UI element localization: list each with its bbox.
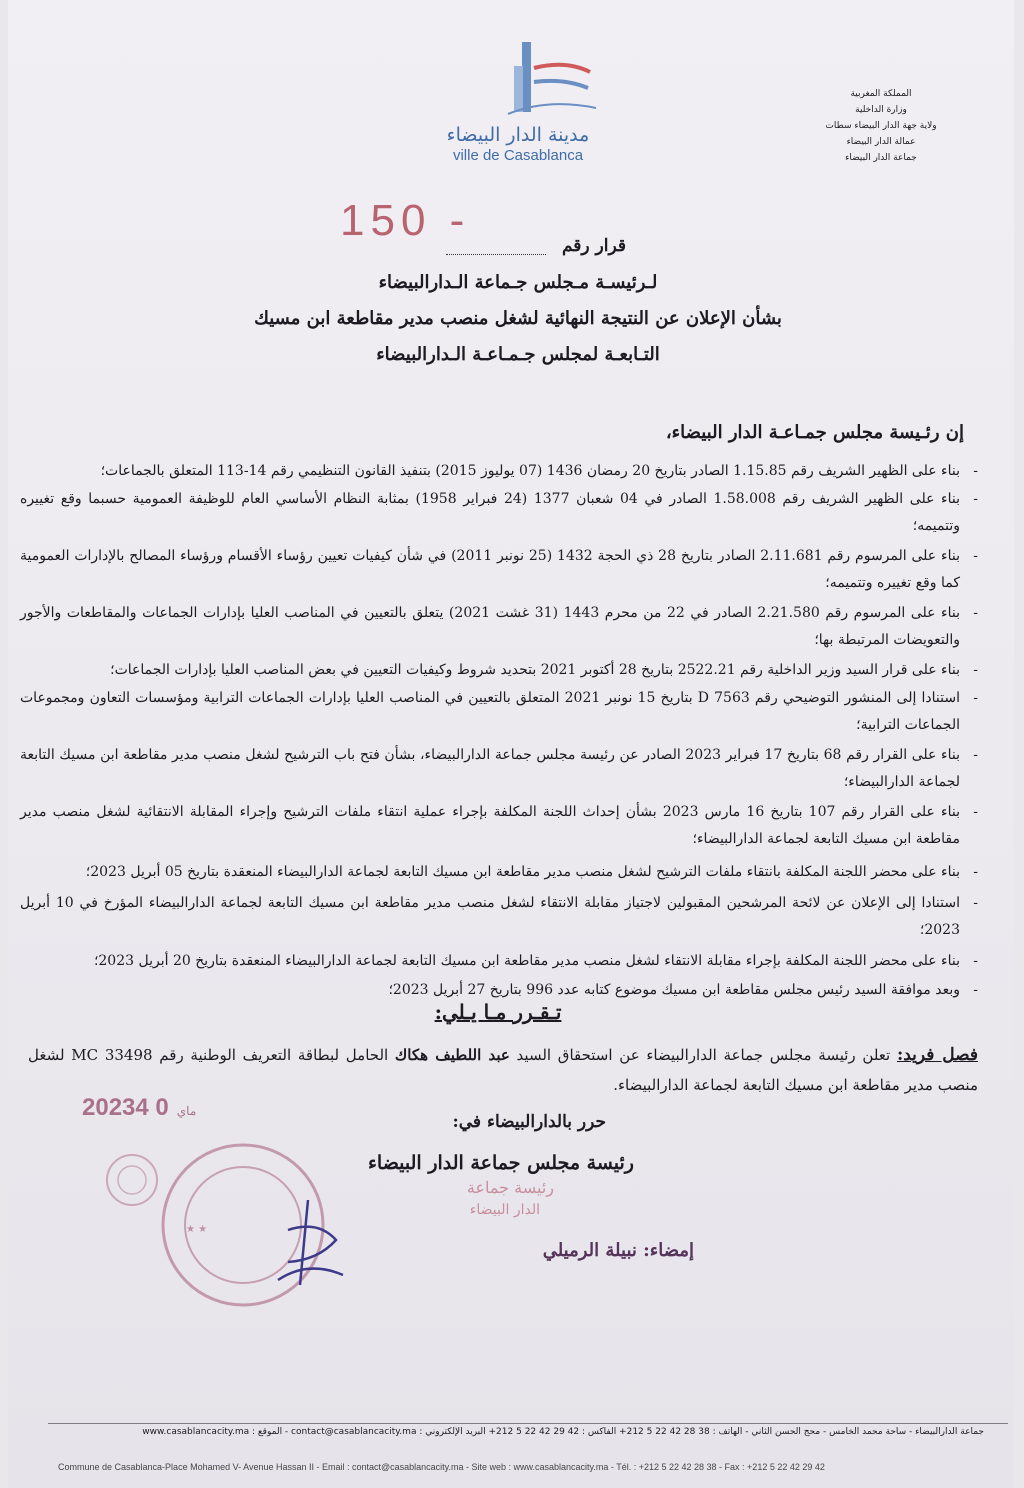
list-item: - بناء على المرسوم رقم 2.21.580 الصادر في 22 من محرم 1443 (31 غشت 2021) يتعلق بالتعيين في المناصب العليا بإدارات الجماعات والمقاطعات والأجور والتعويضات المرتبطة بها؛ [20, 600, 978, 654]
footer-arabic: جماعة الدارالبيضاء - ساحة محمد الخامس - محج الحسن الثاني - الهاتف : 38 28 42 22 5 212+ الفاكس : 42 29 42 22 5 212+ البريد الإلكتروني : contact@casablancacity.ma - الموقع : www.casablancacity.ma [142, 1427, 984, 1437]
kingdom-line: عمالة الدار البيضاء [846, 137, 916, 147]
list-item: - بناء على قرار السيد وزير الداخلية رقم 2522.21 بتاريخ 28 أكتوبر 2021 بتحديد شروط وكيفيات التعيين في بعض المناصب العليا بإدارات الجماعات؛ [20, 657, 978, 684]
article-text-part: الحامل لبطاقة التعريف الوطنية رقم MC 33498 لشغل منصب مدير مقاطعة ابن مسيك التابعة لجماعة الدارالبيضاء. [28, 1046, 978, 1094]
legal-basis-list [20, 458, 978, 1004]
kingdom-header [796, 86, 966, 166]
list-item: - استنادا إلى الإعلان عن لائحة المرشحين المقبولين لاجتياز مقابلة الانتقاء لشغل منصب مدير مقاطعة ابن مسيك التابعة لجماعة الدارالبيضاء المؤرخ في 10 أبريل 2023؛ [20, 890, 978, 944]
faint-stamp-text: الدار البيضاء [469, 1202, 540, 1218]
written-at-line: حرر بالدارالبيضاء في: [452, 1112, 606, 1132]
signatory-title: رئيسة مجلس جماعة الدار البيضاء [367, 1152, 634, 1174]
date-stamp-month: ماي [176, 1104, 197, 1118]
city-name-french: ville de Casablanca [452, 147, 584, 164]
svg-text:★ ★: ★ ★ [186, 1224, 208, 1235]
casablanca-logo-icon [478, 38, 608, 118]
intro-line: إن رئـيسة مجلس جمـاعـة الدار البيضاء، [665, 422, 964, 443]
list-item: - استنادا إلى المنشور التوضيحي رقم D 7563 بتاريخ 15 نونبر 2021 المتعلق بالتعيين في المناصب العليا بإدارات الجماعات الترابية ومؤسسات التعاون ومجموعات الجماعات الترابية؛ [20, 685, 978, 739]
decree-label: قرار رقم [561, 236, 626, 256]
date-stamp-year: 2023 [82, 1094, 136, 1121]
document-page [8, 0, 1014, 1488]
list-item: - بناء على محضر اللجنة المكلفة بإجراء مقابلة الانتقاء لشغل منصب مدير مقاطعة ابن مسيك التابعة لجماعة الدارالبيضاء المنعقدة بتاريخ 20 أبريل 2023؛ [20, 948, 978, 975]
small-stamp-icon [104, 1152, 160, 1208]
heading-line-1: لـرئيسـة مـجلس جـماعة الـدارالبيضاء [378, 272, 658, 293]
list-item: - بناء على الظهير الشريف رقم 1.15.85 الصادر بتاريخ 20 رمضان 1436 (07 يوليوز 2015) بتنفيذ القانون التنظيمي رقم 14-113 المتعلق بالجماعات؛ [20, 458, 978, 485]
faint-stamp-text: رئيسة جماعة [466, 1178, 554, 1197]
list-item: - بناء على القرار رقم 68 بتاريخ 17 فبراير 2023 الصادر عن رئيسة مجلس جماعة الدارالبيضاء، بشأن فتح باب الترشيح لشغل منصب مدير مقاطعة ابن مسيك التابعة لجماعة الدارالبيضاء؛ [20, 742, 978, 796]
appointee-name: عبد اللطيف هكاك [394, 1046, 510, 1064]
signatory-name: إمضاء: نبيلة الرميلي [542, 1240, 694, 1261]
list-item: - بناء على المرسوم رقم 2.11.681 الصادر بتاريخ 28 ذي الحجة 1432 (25 نونبر 2011) في شأن كيفيات تعيين رؤساء الأقسام ورؤساء المصالح بالإدارات العمومية كما وقع تغييره وتتميمه؛ [20, 543, 978, 597]
handwritten-signature-icon [248, 1190, 358, 1300]
list-item: - بناء على الظهير الشريف رقم 1.58.008 الصادر في 04 شعبان 1377 (24 فبراير 1958) بمثابة النظام الأساسي العام للوظيفة العمومية حسبما وقع تغييره وتتميمه؛ [20, 486, 978, 540]
date-stamp [82, 1094, 204, 1122]
single-article [28, 1040, 978, 1100]
kingdom-line: المملكة المغربية [850, 89, 912, 99]
heading-line-2: بشأن الإعلان عن النتيجة النهائية لشغل منصب مدير مقاطعة ابن مسيك [254, 308, 782, 329]
heading-line-3: التـابعـة لمجلس جـمـاعـة الـدارالبيضاء [376, 344, 660, 365]
city-name-arabic: مدينة الدار البيضاء [446, 124, 590, 146]
article-label: فصل فريد: [896, 1045, 978, 1065]
article-text-part: تعلن رئيسة مجلس جماعة الدارالبيضاء عن استحقاق السيد [509, 1046, 897, 1064]
footer-divider [48, 1423, 1008, 1424]
list-item: - بناء على محضر اللجنة المكلفة بانتقاء ملفات الترشيح لشغل منصب مدير مقاطعة ابن مسيك التابعة لجماعة الدارالبيضاء المنعقدة بتاريخ 05 أبريل 2023؛ [20, 859, 978, 886]
list-item: - بناء على القرار رقم 107 بتاريخ 16 مارس 2023 بشأن إحداث اللجنة المكلفة بإجراء عملية انتقاء ملفات الترشيح وإجراء المقابلة الانتقائية لشغل منصب مدير مقاطعة ابن مسيك التابعة لجماعة الدارالبيضاء؛ [20, 799, 978, 853]
dotted-line [446, 254, 546, 255]
kingdom-line: ولاية جهة الدار البيضاء سطات [825, 121, 937, 131]
list-item: - وبعد موافقة السيد رئيس مجلس مقاطعة ابن مسيك موضوع كتابه عدد 996 بتاريخ 27 أبريل 2023؛ [20, 977, 978, 1004]
date-stamp-day: 0 4 [135, 1094, 169, 1121]
decree-number: 150 - [340, 196, 471, 245]
footer-french: Commune de Casablanca-Place Mohamed V- Avenue Hassan II - Email : contact@casablancacity.ma - Site web : www.casablancacity.ma - Tél. : +212 5 22 42 28 38 - Fax : +212 5 22 42 29 42 [58, 1462, 825, 1472]
kingdom-line: وزارة الداخلية [855, 105, 907, 115]
kingdom-line: جماعة الدار البيضاء [845, 153, 917, 163]
decides-heading: تـقـرر مـا يـلي: [434, 1000, 562, 1024]
